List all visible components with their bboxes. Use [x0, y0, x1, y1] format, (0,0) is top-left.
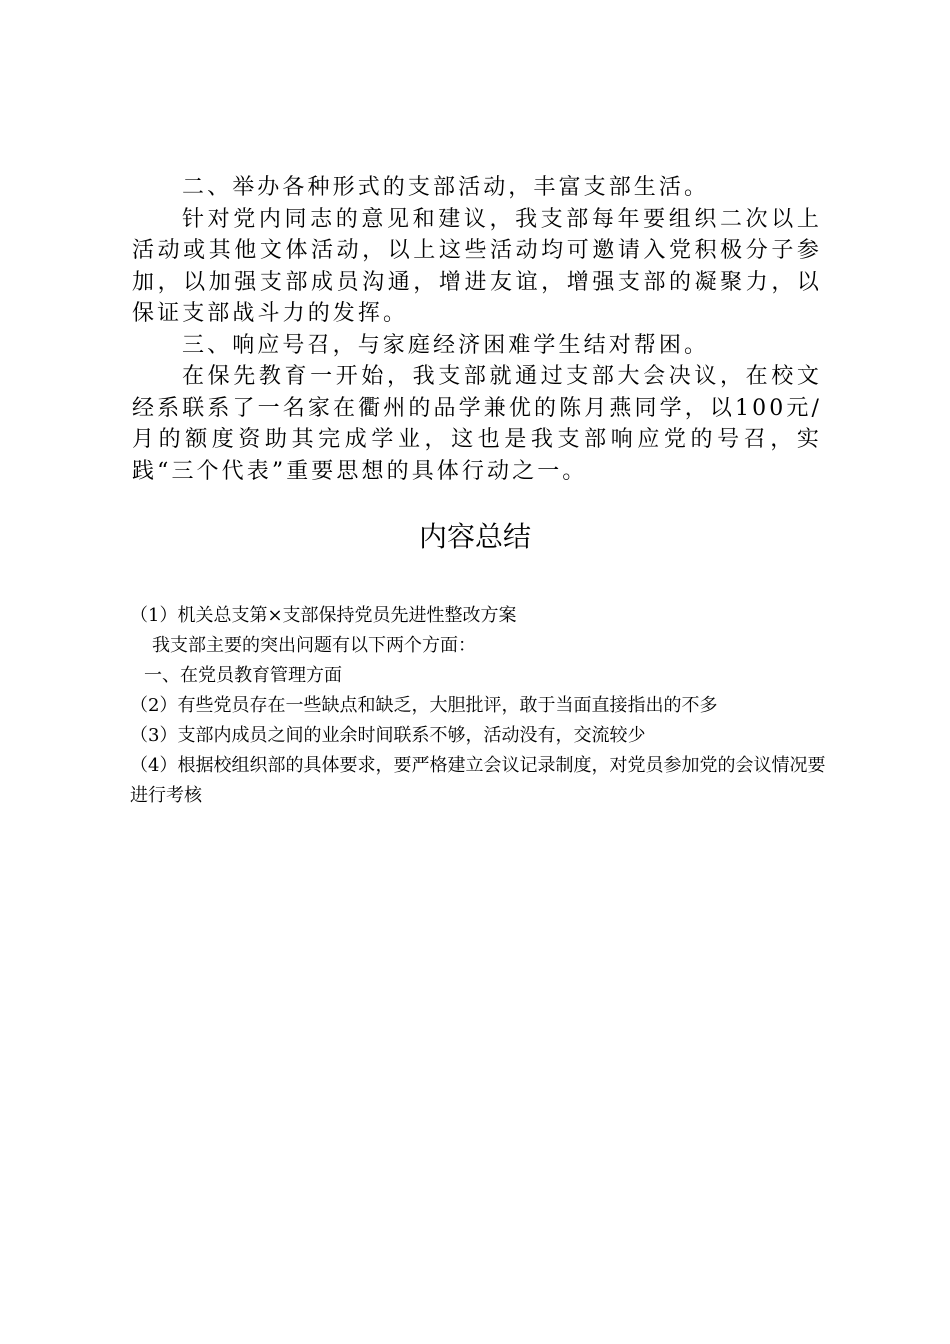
paragraph-assistance: 在保先教育一开始，我支部就通过支部大会决议，在校文经系联系了一名家在衢州的品学兼优的陈月燕同学，以100元/月的额度资助其完成学业，这也是我支部响应党的号召，实践“三个代表”重要思想的具体行动之一。: [132, 364, 822, 484]
paragraph-activities: 针对党内同志的意见和建议，我支部每年要组织二次以上活动或其他文体活动，以上这些活动均可邀请入党积极分子参加，以加强支部成员沟通，增进友谊，增强支部的凝聚力，以保证支部战斗力的发挥。: [132, 206, 822, 326]
summary-item: （2）有些党员存在一些缺点和缺乏，大胆批评，敢于当面直接指出的不多: [130, 695, 718, 716]
summary-item: （1）机关总支第×支部保持党员先进性整改方案: [130, 605, 517, 626]
document-body: [132, 172, 822, 487]
section-heading-assistance: 三、响应号召，与家庭经济困难学生结对帮困。: [182, 332, 710, 358]
summary-item: （3）支部内成员之间的业余时间联系不够，活动没有，交流较少: [130, 725, 646, 746]
summary-item: 一、在党员教育管理方面: [144, 665, 342, 686]
summary-list: [130, 601, 830, 811]
summary-title: 内容总结: [418, 520, 531, 553]
section-heading-activities: 二、举办各种形式的支部活动，丰富支部生活。: [182, 175, 710, 200]
summary-item: （4）根据校组织部的具体要求，要严格建立会议记录制度，对党员参加党的会议情况要进行考核: [130, 755, 826, 806]
summary-item: 我支部主要的突出问题有以下两个方面：: [152, 635, 476, 656]
